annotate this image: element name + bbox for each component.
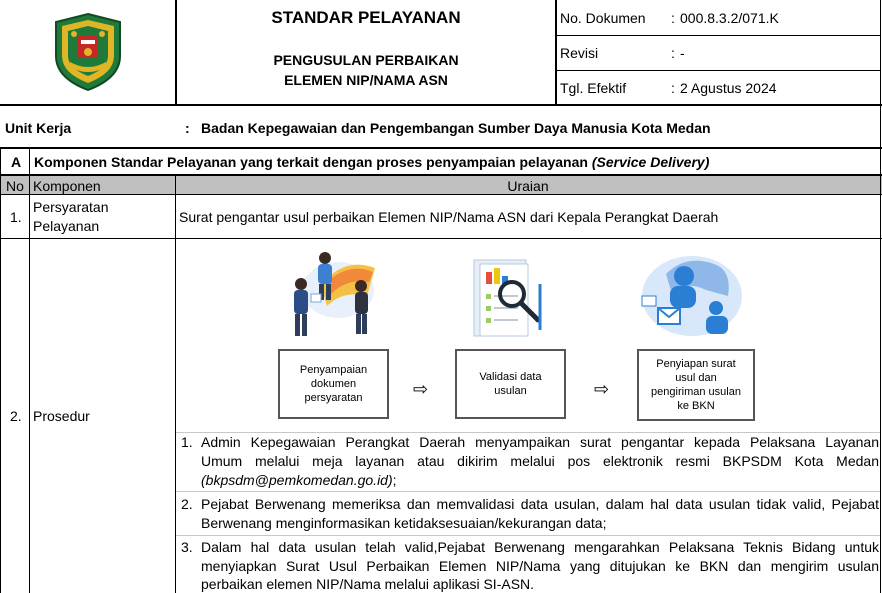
meta-label-no-dokumen: No. Dokumen <box>560 10 646 26</box>
divider <box>175 176 176 593</box>
meta-sep: : <box>671 45 675 61</box>
row1-komponen-line1: Persyaratan <box>33 199 109 215</box>
unit-label: Unit Kerja <box>5 120 72 136</box>
divider <box>29 147 30 593</box>
illustration-validation <box>470 254 550 342</box>
step1-line1: Admin Kepegawaian Perangkat Daerah menyampaikan surat pengantar kepada Pelaksana Layanan <box>201 434 879 450</box>
row1-uraian: Surat pengantar usul perbaikan Elemen NIP/Nama ASN dari Kepala Perangkat Daerah <box>179 209 719 225</box>
divider <box>555 0 557 105</box>
illustration-sending <box>636 250 744 342</box>
flow-step-validation <box>455 349 566 419</box>
meta-sep: : <box>671 80 675 96</box>
row1-no: 1. <box>10 209 22 225</box>
divider <box>880 105 881 593</box>
flow-step-line: Penyampaian <box>299 364 368 376</box>
section-letter: A <box>11 154 22 170</box>
col-header-no: No <box>6 178 24 194</box>
flow-step-line: Penyiapan surat <box>656 358 736 370</box>
divider <box>0 194 882 195</box>
city-logo <box>50 12 126 92</box>
divider <box>176 535 880 536</box>
unit-value: Badan Kepegawaian dan Pengembangan Sumber Daya Manusia Kota Medan <box>201 120 711 136</box>
divider <box>0 104 882 106</box>
flow-step-line: usul dan <box>675 372 717 384</box>
divider <box>555 35 881 36</box>
flow-step-submission <box>278 349 389 419</box>
divider <box>0 147 1 593</box>
step1-no: 1. <box>181 434 193 450</box>
step1-email: (bkpsdm@pemkomedan.go.id) <box>201 472 393 488</box>
section-title <box>34 154 709 170</box>
step1-line2: Umum melalui meja layanan atau dikirim melalui pos elektronik resmi BKPSDM Kota Medan <box>201 453 879 469</box>
divider <box>176 432 880 433</box>
section-title-text: Komponen Standar Pelayanan yang terkait dengan proses penyampaian pelayanan <box>34 154 592 170</box>
section-title-emphasis: (Service Delivery) <box>591 154 710 170</box>
row2-no: 2. <box>10 408 22 424</box>
flow-step-line: Validasi data <box>479 371 542 383</box>
step3-line3: perbaikan elemen NIP/Nama melalui aplikasi SI-ASN. <box>201 576 535 592</box>
flow-arrow-icon: ⇨ <box>413 379 429 399</box>
divider <box>880 0 881 105</box>
flow-step-line: pengiriman usulan <box>651 386 741 398</box>
meta-value-tgl-efektif: 2 Agustus 2024 <box>680 80 777 96</box>
divider <box>175 0 177 105</box>
doc-subtitle-line1: PENGUSULAN PERBAIKAN <box>273 52 459 68</box>
step2-line1: Pejabat Berwenang memeriksa dan memvalidasi data usulan, dalam hal data usulan tidak valid, Pejabat <box>201 496 879 512</box>
divider <box>0 238 882 239</box>
flow-step-line: ke BKN <box>677 400 715 412</box>
flow-arrow-icon: ⇨ <box>594 379 610 399</box>
doc-title: STANDAR PELAYANAN <box>271 8 461 27</box>
meta-value-revisi: - <box>680 45 685 61</box>
step2-no: 2. <box>181 496 193 512</box>
row1-komponen-line2: Pelayanan <box>33 218 100 234</box>
meta-label-tgl-efektif: Tgl. Efektif <box>560 80 627 96</box>
row2-komponen: Prosedur <box>33 408 90 424</box>
divider <box>0 147 882 149</box>
meta-value-no-dokumen: 000.8.3.2/071.K <box>680 10 779 26</box>
col-header-komponen: Komponen <box>33 178 101 194</box>
illustration-submission <box>283 246 393 342</box>
doc-subtitle-line2: ELEMEN NIP/NAMA ASN <box>284 72 448 88</box>
step1-line3 <box>201 472 397 488</box>
flow-step-line: usulan <box>494 385 527 397</box>
divider <box>176 491 880 492</box>
step2-line2: Berwenang menginformasikan ketidaksesuaian/kekurangan data; <box>201 515 607 531</box>
step3-line2: menyiapkan Surat Usul Perbaikan Elemen NIP/Nama yang ditujukan ke BKN dan mengirim usulan <box>201 558 879 574</box>
flow-step-line: dokumen <box>310 378 357 390</box>
col-header-uraian: Uraian <box>507 178 549 194</box>
meta-label-revisi: Revisi <box>560 45 599 61</box>
flow-step-line: persyaratan <box>304 392 363 404</box>
unit-sep: : <box>185 120 190 136</box>
step1-line3-tail: ; <box>392 472 397 488</box>
divider <box>555 70 881 71</box>
flow-step-sending <box>637 349 755 421</box>
step3-line1: Dalam hal data usulan telah valid,Pejabat Berwenang mengarahkan Pelaksana Teknis Bidang untuk <box>201 539 879 555</box>
step3-no: 3. <box>181 539 193 555</box>
meta-sep: : <box>671 10 675 26</box>
